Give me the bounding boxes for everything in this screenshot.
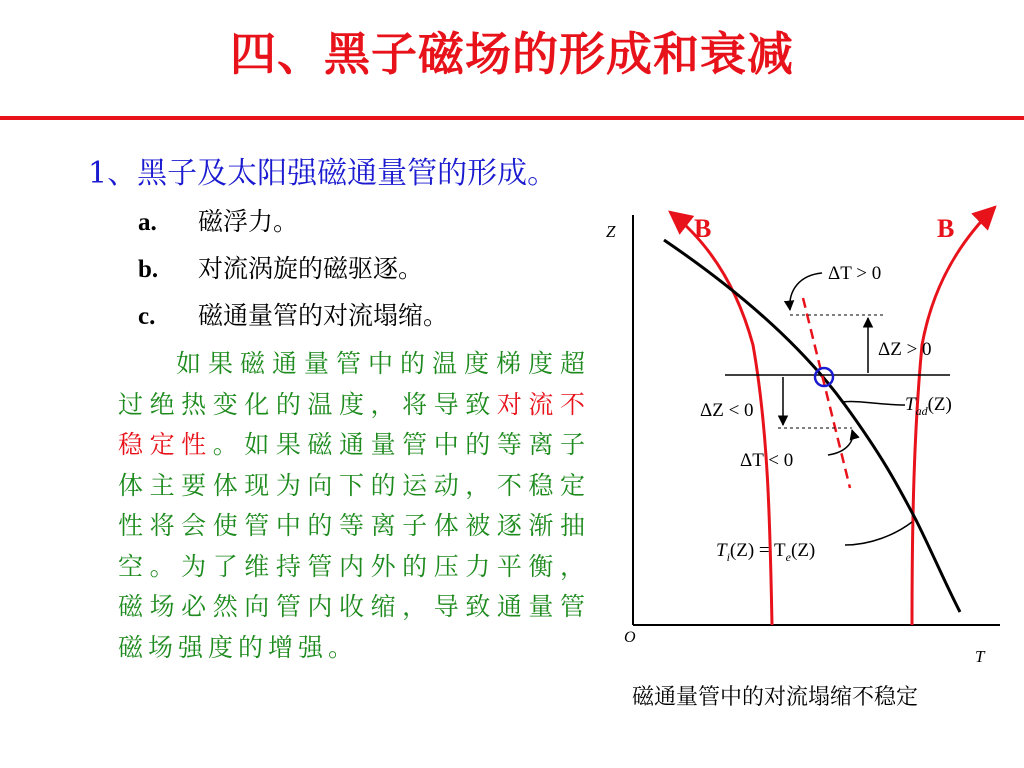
paragraph-text-1: 如果磁通量管中的温度梯度超过绝热变化的温度，将导致 xyxy=(118,349,590,419)
list-marker: b. xyxy=(138,256,159,283)
origin-label: O xyxy=(624,629,636,646)
paragraph-text-2: 。如果磁通量管中的等离子体主要体现为向下的运动，不稳定性将会使管中的等离子体被逐渐抽空。为了维持管内外的压力平衡，磁场必然向管内收缩，导致通量管磁场强度的增强。 xyxy=(118,430,590,662)
paragraph-highlight: 对流不稳定性 xyxy=(118,389,590,459)
list-item-text: 磁浮力。 xyxy=(198,207,299,236)
label-t-adiabatic: $T_{ad}(Z)$ xyxy=(905,394,952,418)
field-label-right: B xyxy=(937,214,955,243)
label-ti-equals-te: $T_i(Z) = T_e(Z)$ xyxy=(716,540,816,564)
list-marker: c. xyxy=(138,303,156,330)
label-dz-positive: ΔZ > 0 xyxy=(878,339,932,360)
pointer-dt-pos xyxy=(790,273,822,310)
pointer-tad xyxy=(842,402,905,405)
t-axis-label: T xyxy=(975,647,985,666)
list-marker: a. xyxy=(138,209,157,236)
list-item-text: 对流涡旋的磁驱逐。 xyxy=(198,254,424,283)
pointer-ti-te xyxy=(845,522,912,545)
label-dt-positive: ΔT > 0 xyxy=(828,263,882,284)
label-dz-negative: ΔZ < 0 xyxy=(700,400,754,421)
z-axis-label: Z xyxy=(606,222,616,241)
diagram-caption: 磁通量管中的对流塌缩不稳定 xyxy=(632,685,919,710)
section-heading: 1、黑子及太阳强磁通量管的形成。 xyxy=(88,156,558,191)
page-title: 四、黑子磁场的形成和衰减 xyxy=(230,27,794,81)
pointer-dt-neg xyxy=(828,430,853,455)
field-label-left: B xyxy=(694,214,712,243)
label-dt-negative: ΔT < 0 xyxy=(740,450,794,471)
adiabatic-line xyxy=(803,298,850,488)
list-item-text: 磁通量管的对流塌缩。 xyxy=(198,301,449,330)
